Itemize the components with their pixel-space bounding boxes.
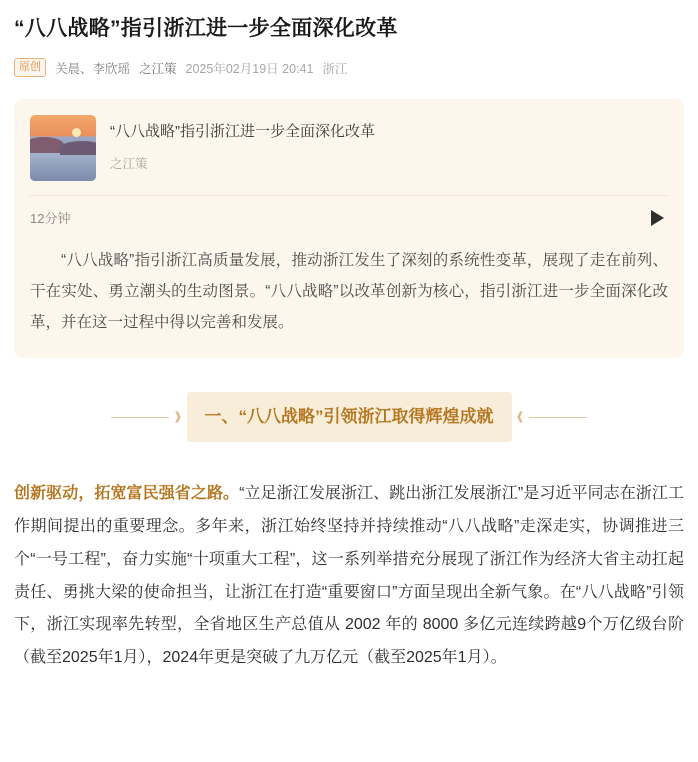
audio-subtitle: 之江策 [110,156,148,171]
chevron-right-icon-left: ❱ [173,410,183,423]
meta-region: 浙江 [322,61,348,76]
audio-meta [110,115,668,172]
decoration-left [111,412,186,423]
meta-source[interactable]: 之江策 [139,61,177,76]
audio-player-card[interactable] [14,99,684,358]
meta-authors[interactable]: 关晨、李欣瑶 [55,61,131,76]
water-shape [30,153,96,181]
decor-line-right [529,417,587,418]
paragraph-rest: “立足浙江发展浙江、跳出浙江发展浙江”是习近平同志在浙江工作期间提出的重要理念。多年来，浙江始终坚持并持续推动“八八战略”走深走实，协调推进三个“一号工程”，奋力实施“十项重大工程”，这一系列举措充分展现了浙江作为经济大省主动扛起责任、勇挑大梁的使命担当，让浙江在打造“重要窗口”方面呈现出全新气象。在“八八战略”引领下，浙江实现率先转型，全省地区生产总值从 2002 年的 8000 多亿元连续跨越9个万亿级台阶（截至2025年1月），2024年更是突破了九万亿元（截至2025年1月）。 [14,485,684,667]
audio-title: “八八战略”指引浙江进一步全面深化改革 [110,123,375,141]
body-paragraph [14,478,684,675]
meta-date: 2025年02月19日 20:41 [185,61,314,76]
hill-shape-left [30,137,64,153]
chevron-left-icon-right: ❰ [515,410,525,423]
hill-shape-right [60,141,96,155]
origin-badge: 原创 [14,58,46,77]
decor-line-left [111,417,169,418]
article-meta [14,58,684,77]
section-heading: 一、“八八战略”引领浙江取得辉煌成就 [187,392,512,442]
section-heading-row [14,392,684,442]
landscape-thumbnail-icon [30,115,96,181]
play-icon[interactable] [651,210,664,226]
audio-summary: “八八战略”指引浙江高质量发展，推动浙江发生了深刻的系统性变革，展现了走在前列、干在实处、勇立潮头的生动图景。“八八战略”以改革创新为核心，指引浙江进一步全面深化改革，并在这一过程中得以完善和发展。 [30,252,668,332]
audio-duration: 12分钟 [30,211,71,227]
decoration-right [512,412,587,423]
paragraph-lead: 创新驱动，拓宽富民强省之路。 [14,485,240,503]
page-title: “八八战略”指引浙江进一步全面深化改革 [14,17,398,40]
sun-icon [72,128,81,137]
audio-player-header [30,115,668,196]
audio-controls [30,196,668,227]
